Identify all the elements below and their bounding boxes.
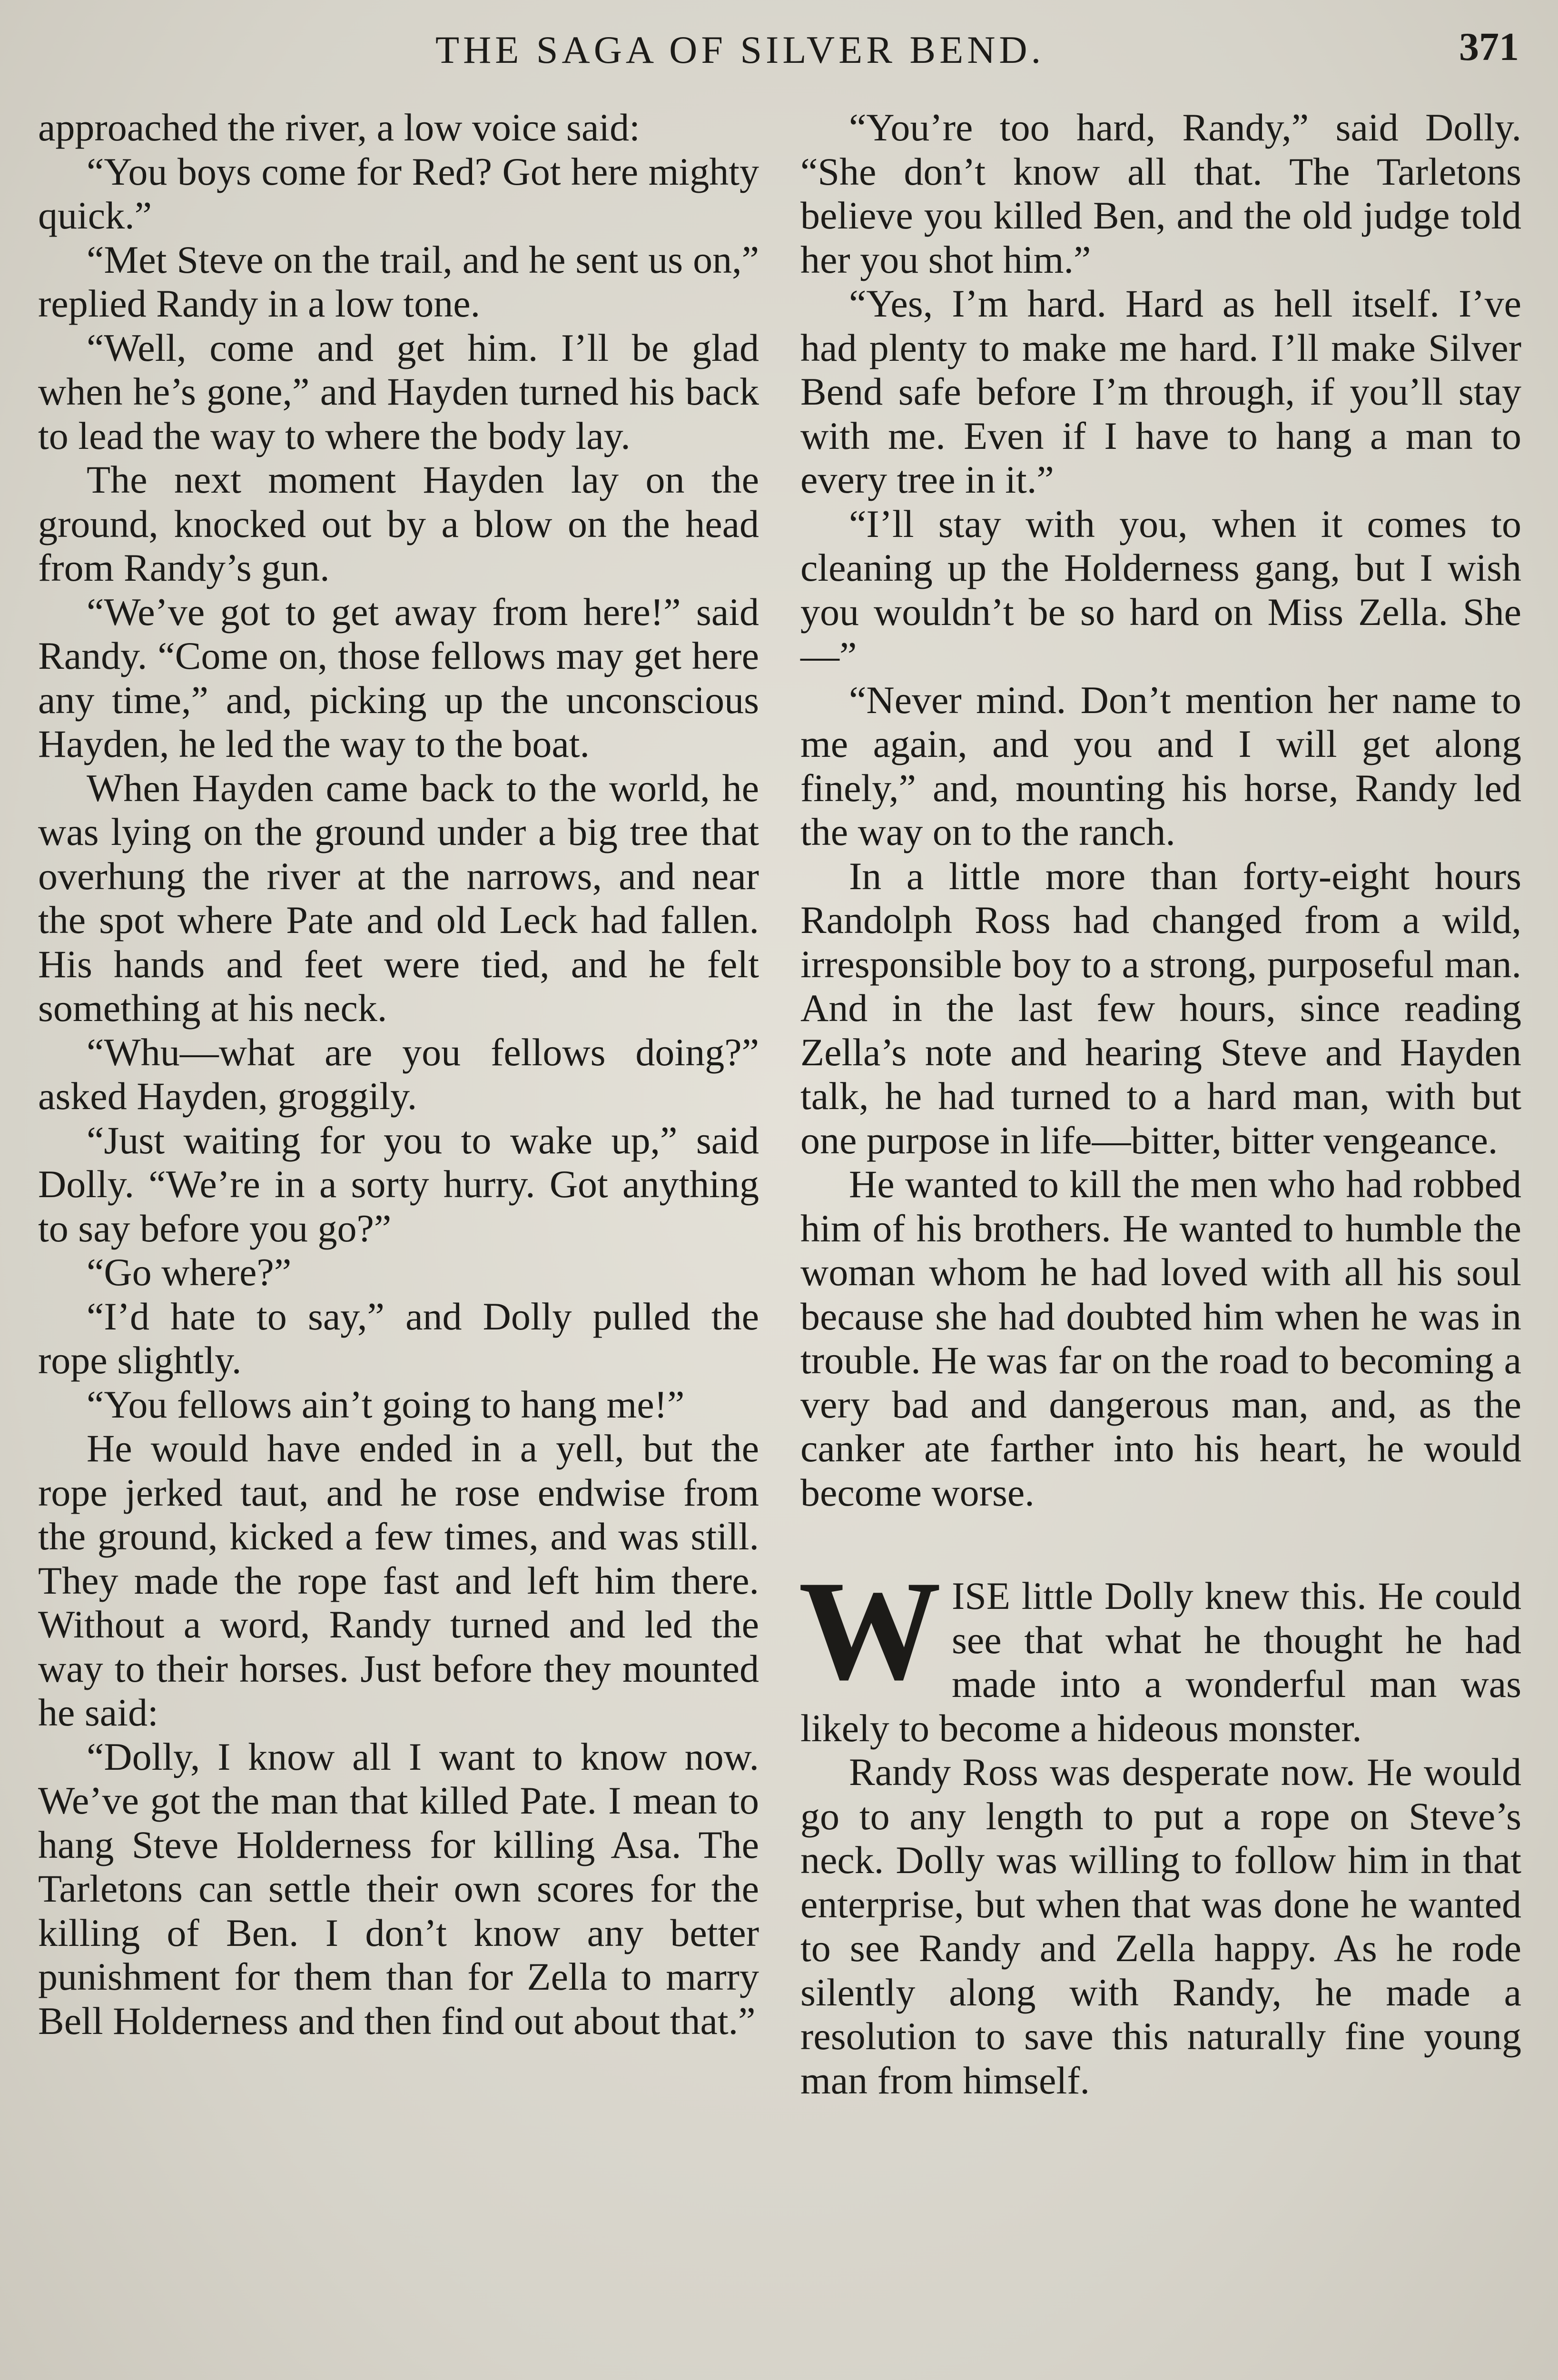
paragraph: “We’ve got to get away from here!” said Randy. “Come on, those fellows may get here any time,” and, picking up the unconscious Hayden, he led the way to the boat. bbox=[38, 590, 759, 765]
paragraph: “Yes, I’m hard. Hard as hell itself. I’ve had plenty to make me hard. I’ll make Silver Bend safe before I’m through, if you’ll stay with me. Even if I have to hang a man to every tree in it.” bbox=[800, 282, 1521, 501]
section-opening-text: ISE little Dolly knew this. He could see that what he thought he had made into a wonderful man was likely to become a hideous monster. bbox=[800, 1574, 1521, 1750]
right-column bbox=[800, 106, 1521, 2102]
paragraph: “I’d hate to say,” and Dolly pulled the rope slightly. bbox=[38, 1294, 759, 1382]
paragraph: In a little more than forty-eight hours Randolph Ross had changed from a wild, irresponsible boy to a strong, purposeful man. And in the last few hours, since reading Zella’s note and hearing Steve and Hayden talk, he had turned to a hard man, with but one purpose in life—bitter, bitter vengeance. bbox=[800, 854, 1521, 1162]
paragraph: “Go where?” bbox=[87, 1250, 292, 1294]
paragraph: “You boys come for Red? Got here mighty quick.” bbox=[38, 149, 759, 237]
left-column bbox=[38, 106, 759, 2043]
paragraph: “Dolly, I know all I want to know now. We’ve got the man that killed Pate. I mean to hang Steve Holderness for killing Asa. The Tarletons can settle their own scores for the killing of Ben. I don’t know any better punishment for them than for Zella to marry Bell Holderness and then find out about that.” bbox=[38, 1735, 759, 2043]
paragraph: “Well, come and get him. I’ll be glad when he’s gone,” and Hayden turned his back to lead the way to where the body lay. bbox=[38, 326, 759, 457]
paragraph: “Met Steve on the trail, and he sent us on,” replied Randy in a low tone. bbox=[38, 238, 759, 325]
paragraph: “Just waiting for you to wake up,” said Dolly. “We’re in a sorty hurry. Got anything to say before you go?” bbox=[38, 1118, 759, 1250]
page-header bbox=[0, 19, 1558, 86]
paragraph: approached the river, a low voice said: bbox=[38, 106, 640, 149]
paragraph: “I’ll stay with you, when it comes to cleaning up the Holderness gang, but I wish you wouldn’t be so hard on Miss Zella. She—” bbox=[800, 502, 1521, 677]
paragraph: “Whu—what are you fellows doing?” asked Hayden, groggily. bbox=[38, 1030, 759, 1118]
page-number: 371 bbox=[1459, 25, 1519, 69]
paragraph: The next moment Hayden lay on the ground, knocked out by a blow on the head from Randy’s gun. bbox=[38, 458, 759, 589]
paragraph: He wanted to kill the men who had robbed him of his brothers. He wanted to humble the woman whom he had loved with all his soul because she had doubted him when he was in trouble. He was far on the road to becoming a very bad and dangerous man, and, as the canker ate farther into his heart, he would become worse. bbox=[800, 1162, 1521, 1514]
paragraph: “You fellows ain’t going to hang me!” bbox=[87, 1382, 685, 1426]
running-title: THE SAGA OF SILVER BEND. bbox=[435, 28, 1045, 71]
paragraph: He would have ended in a yell, but the rope jerked taut, and he rose endwise from the ground, kicked a few times, and was still. They made the rope fast and left him there. Without a word, Randy turned and led the way to their horses. Just before they mounted he said: bbox=[38, 1427, 759, 1734]
paragraph: “Never mind. Don’t mention her name to me again, and you and I will get along finely,” and, mounting his horse, Randy led the way on to the ranch. bbox=[800, 678, 1521, 853]
drop-cap: W bbox=[799, 1551, 941, 1709]
section-opening-paragraph bbox=[799, 1551, 1521, 1750]
paragraph: Randy Ross was desperate now. He would go to any length to put a rope on Steve’s neck. Dolly was willing to follow him in that enterprise, but when that was done he wanted to see Randy and Zella happy. As he rode silently along with Randy, he made a resolution to save this naturally fine young man from himself. bbox=[800, 1750, 1521, 2102]
paragraph: When Hayden came back to the world, he was lying on the ground under a big tree that overhung the river at the narrows, and near the spot where Pate and old Leck had fallen. His hands and feet were tied, and he felt something at his neck. bbox=[38, 766, 759, 1030]
paragraph: “You’re too hard, Randy,” said Dolly. “She don’t know all that. The Tarletons believe you killed Ben, and the old judge told her you shot him.” bbox=[800, 106, 1521, 281]
